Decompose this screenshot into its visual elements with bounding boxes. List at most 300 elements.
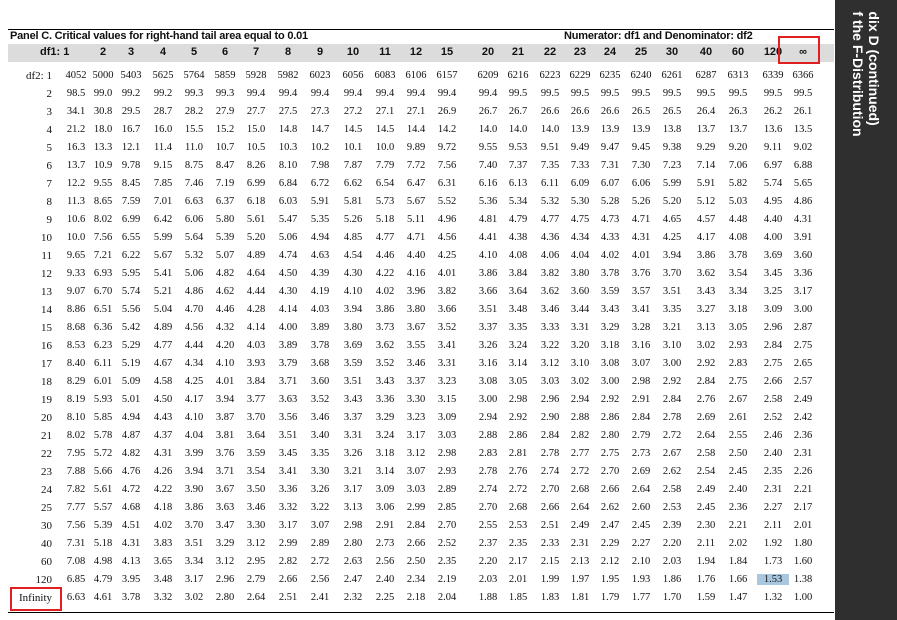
table-cell: 2.98: [343, 520, 363, 531]
table-cell: 3.26: [343, 448, 363, 459]
table-cell: 6339: [762, 70, 784, 81]
table-cell: 2.82: [570, 430, 590, 441]
table-cell: 6.03: [278, 196, 298, 207]
table-cell: 5.41: [153, 268, 173, 279]
table-cell: 6083: [374, 70, 396, 81]
table-cell: 4.25: [437, 250, 457, 261]
table-cell: 13.3: [93, 142, 113, 153]
row-label: 6: [46, 160, 52, 172]
table-cell: 5928: [245, 70, 267, 81]
table-cell: 8.02: [93, 214, 113, 225]
table-cell: 99.4: [478, 88, 498, 99]
table-cell: 3.31: [343, 430, 363, 441]
table-cell: 4.98: [93, 556, 113, 567]
table-cell: 4.26: [153, 466, 173, 477]
table-cell: 2.75: [600, 448, 620, 459]
row-label: 14: [41, 304, 52, 316]
table-cell: 5.65: [793, 178, 813, 189]
table-cell: 7.56: [66, 520, 86, 531]
table-cell: 4.22: [375, 268, 395, 279]
column-header-9: 9: [316, 46, 324, 58]
table-cell: 99.5: [728, 88, 748, 99]
table-cell: 3.62: [375, 340, 395, 351]
table-cell: 2.36: [793, 430, 813, 441]
table-cell: 4.58: [153, 376, 173, 387]
table-cell: 2.03: [478, 574, 498, 585]
table-cell: 4.70: [184, 304, 204, 315]
column-header-13: 15: [440, 46, 454, 58]
side-title-line-1: dix D (continued): [866, 11, 882, 126]
table-cell: 2.95: [246, 556, 266, 567]
table-cell: 2.94: [478, 412, 498, 423]
table-cell: 4.96: [437, 214, 457, 225]
table-cell: 2.03: [662, 556, 682, 567]
table-cell: 7.33: [570, 160, 590, 171]
table-cell: 2.56: [310, 574, 330, 585]
table-cell: 3.43: [375, 376, 395, 387]
table-cell: 2.29: [600, 538, 620, 549]
table-cell: 4.86: [184, 286, 204, 297]
row-label: 9: [46, 214, 52, 226]
table-cell: 4.54: [343, 250, 363, 261]
table-cell: 1.32: [763, 592, 783, 603]
table-cell: 26.9: [437, 106, 457, 117]
table-cell: 3.17: [793, 286, 813, 297]
table-cell: 5.32: [540, 196, 560, 207]
table-cell: 3.84: [508, 268, 528, 279]
table-cell: 2.50: [406, 556, 426, 567]
table-cell: 3.30: [246, 520, 266, 531]
table-cell: 2.25: [375, 592, 395, 603]
table-cell: 9.20: [728, 142, 748, 153]
numerator-denominator-title: Numerator: df1 and Denominator: df2: [564, 30, 753, 42]
table-cell: 3.14: [375, 466, 395, 477]
table-cell: 10.5: [246, 142, 266, 153]
table-cell: 2.72: [508, 484, 528, 495]
table-cell: 4.71: [406, 232, 426, 243]
table-cell: 6.16: [478, 178, 498, 189]
table-cell: 2.31: [570, 538, 590, 549]
table-cell: 2.93: [728, 340, 748, 351]
table-cell: 3.08: [478, 376, 498, 387]
table-cell: 5.28: [600, 196, 620, 207]
table-cell: 2.68: [508, 502, 528, 513]
table-cell: 4.74: [278, 250, 298, 261]
table-cell: 2.88: [570, 412, 590, 423]
row-label: df2: 1: [26, 70, 52, 82]
table-cell: 5.99: [662, 178, 682, 189]
table-cell: 13.7: [696, 124, 716, 135]
table-cell: 4.00: [278, 322, 298, 333]
table-cell: 13.9: [631, 124, 651, 135]
table-cell: 4.04: [570, 250, 590, 261]
row-label: 40: [41, 538, 52, 550]
table-cell: 2.53: [508, 520, 528, 531]
table-cell: 3.34: [184, 556, 204, 567]
row-label: 24: [41, 484, 52, 496]
table-cell: 99.5: [793, 88, 813, 99]
table-cell: 6023: [309, 70, 331, 81]
table-cell: 3.56: [278, 412, 298, 423]
table-cell: 3.02: [570, 376, 590, 387]
table-cell: 7.88: [66, 466, 86, 477]
table-cell: 99.4: [246, 88, 266, 99]
table-cell: 9.15: [153, 160, 173, 171]
table-cell: 2.35: [508, 538, 528, 549]
table-cell: 99.4: [343, 88, 363, 99]
table-cell: 10.2: [310, 142, 330, 153]
table-cell: 4.39: [310, 268, 330, 279]
table-cell: 2.98: [437, 448, 457, 459]
table-cell: 98.5: [66, 88, 86, 99]
table-cell: 3.17: [278, 520, 298, 531]
table-cell: 5.78: [93, 430, 113, 441]
table-cell: 3.70: [662, 268, 682, 279]
column-header-15: 21: [511, 46, 525, 58]
table-cell: 2.50: [728, 448, 748, 459]
table-cell: 8.65: [93, 196, 113, 207]
row-label: 12: [41, 268, 52, 280]
table-cell: 5.01: [121, 394, 141, 405]
table-cell: 3.69: [343, 340, 363, 351]
table-cell: 4.56: [184, 322, 204, 333]
table-cell: 4.22: [153, 484, 173, 495]
table-cell: 6313: [727, 70, 749, 81]
table-cell: 11.0: [185, 142, 203, 153]
table-cell: 2.75: [728, 376, 748, 387]
table-cell: 2.85: [437, 502, 457, 513]
table-cell: 4.82: [215, 268, 235, 279]
table-cell: 3.10: [662, 340, 682, 351]
table-cell: 3.80: [343, 322, 363, 333]
table-cell: 13.5: [793, 124, 813, 135]
table-cell: 2.89: [310, 538, 330, 549]
table-cell: 9.55: [478, 142, 498, 153]
table-cell: 3.16: [631, 340, 651, 351]
table-cell: 2.62: [600, 502, 620, 513]
table-cell: 9.89: [406, 142, 426, 153]
table-cell: 14.0: [540, 124, 560, 135]
table-cell: 6.13: [508, 178, 528, 189]
table-cell: 10.9: [93, 160, 113, 171]
table-cell: 7.85: [153, 178, 173, 189]
table-cell: 5000: [92, 70, 114, 81]
table-cell: 2.51: [278, 592, 298, 603]
table-cell: 2.67: [728, 394, 748, 405]
table-cell: 26.3: [728, 106, 748, 117]
table-cell: 6209: [477, 70, 499, 81]
table-cell: 4.68: [121, 502, 141, 513]
table-cell: 2.11: [764, 520, 782, 531]
table-cell: 3.46: [406, 358, 426, 369]
table-cell: 7.23: [662, 160, 682, 171]
table-cell: 3.76: [215, 448, 235, 459]
table-cell: 8.10: [66, 412, 86, 423]
table-cell: 4.08: [508, 250, 528, 261]
table-cell: 2.70: [437, 520, 457, 531]
table-cell: 2.98: [631, 376, 651, 387]
table-cell: 3.47: [215, 520, 235, 531]
table-cell: 3.05: [508, 376, 528, 387]
table-cell: 10.0: [375, 142, 395, 153]
table-cell: 12.1: [121, 142, 141, 153]
table-cell: 3.86: [375, 304, 395, 315]
table-cell: 6.06: [631, 178, 651, 189]
table-cell: 3.52: [375, 358, 395, 369]
table-cell: 99.5: [763, 88, 783, 99]
table-cell: 4.31: [793, 214, 813, 225]
table-cell: 2.64: [570, 502, 590, 513]
table-cell: 3.96: [406, 286, 426, 297]
table-cell: 3.37: [343, 412, 363, 423]
table-cell: 3.71: [215, 466, 235, 477]
table-cell: 1.95: [600, 574, 620, 585]
row-label: 11: [41, 250, 52, 262]
table-cell: 2.33: [540, 538, 560, 549]
table-cell: 4.95: [763, 196, 783, 207]
table-cell: 5.26: [343, 214, 363, 225]
table-cell: 4.94: [310, 232, 330, 243]
table-cell: 8.10: [278, 160, 298, 171]
table-cell: 16.0: [153, 124, 173, 135]
table-cell: 5.09: [121, 376, 141, 387]
row-label: 22: [41, 448, 52, 460]
table-cell: 26.6: [600, 106, 620, 117]
table-cell: 4.31: [153, 448, 173, 459]
table-cell: 4.32: [215, 322, 235, 333]
column-header-12: 12: [409, 46, 423, 58]
table-cell: 2.63: [343, 556, 363, 567]
column-header-14: 20: [481, 46, 495, 58]
table-cell: 2.84: [662, 394, 682, 405]
table-cell: 3.76: [631, 268, 651, 279]
table-cell: 3.12: [540, 358, 560, 369]
row-label: 60: [41, 556, 52, 568]
table-cell: 99.4: [437, 88, 457, 99]
table-cell: 7.79: [375, 160, 395, 171]
table-cell: 6.55: [121, 232, 141, 243]
table-cell: 10.0: [66, 232, 86, 243]
table-cell: 3.73: [375, 322, 395, 333]
table-cell: 8.19: [66, 394, 86, 405]
table-cell: 7.35: [540, 160, 560, 171]
table-cell: 4.77: [540, 214, 560, 225]
table-cell: 4.33: [600, 232, 620, 243]
table-cell: 7.14: [696, 160, 716, 171]
table-cell: 9.07: [66, 286, 86, 297]
table-cell: 4.03: [246, 340, 266, 351]
table-cell: 7.98: [310, 160, 330, 171]
table-cell: 2.76: [508, 466, 528, 477]
table-cell: 2.87: [793, 322, 813, 333]
table-cell: 5.73: [375, 196, 395, 207]
appendix-side-title: [850, 11, 882, 136]
table-cell: 10.3: [278, 142, 298, 153]
table-cell: 2.99: [278, 538, 298, 549]
table-cell: 4.10: [215, 358, 235, 369]
table-cell: 4.62: [215, 286, 235, 297]
table-cell: 5.81: [343, 196, 363, 207]
table-cell: 7.72: [406, 160, 426, 171]
table-cell: 6106: [405, 70, 427, 81]
table-cell: 2.92: [696, 358, 716, 369]
table-cell: 2.55: [478, 520, 498, 531]
table-cell: 2.57: [793, 376, 813, 387]
table-cell: 3.09: [763, 304, 783, 315]
table-cell: 2.66: [763, 376, 783, 387]
table-cell: 5.64: [184, 232, 204, 243]
table-cell: 3.30: [310, 466, 330, 477]
table-cell: 6223: [539, 70, 561, 81]
table-cell: 4.72: [121, 484, 141, 495]
table-cell: 6.42: [153, 214, 173, 225]
table-cell: 5.12: [696, 196, 716, 207]
table-cell: 1.81: [570, 592, 590, 603]
table-cell: 2.93: [437, 466, 457, 477]
table-cell: 5403: [120, 70, 142, 81]
table-cell: 1.80: [793, 538, 813, 549]
table-cell: 4.14: [278, 304, 298, 315]
table-cell: 3.78: [121, 592, 141, 603]
table-cell: 27.7: [246, 106, 266, 117]
table-cell: 3.00: [600, 376, 620, 387]
table-cell: 3.29: [215, 538, 235, 549]
table-cell: 2.18: [406, 592, 426, 603]
table-cell: 1.84: [728, 556, 748, 567]
table-cell: 8.47: [215, 160, 235, 171]
table-cell: 4.40: [406, 250, 426, 261]
table-cell: 3.84: [246, 376, 266, 387]
table-cell: 4.82: [121, 448, 141, 459]
table-cell: 2.39: [662, 520, 682, 531]
table-cell: 26.6: [540, 106, 560, 117]
table-cell: 2.84: [696, 376, 716, 387]
table-cell: 6.70: [93, 286, 113, 297]
table-cell: 3.26: [478, 340, 498, 351]
table-cell: 5625: [152, 70, 174, 81]
table-cell: 3.94: [343, 304, 363, 315]
table-cell: 6.84: [278, 178, 298, 189]
table-cell: 2.83: [728, 358, 748, 369]
table-cell: 4.25: [184, 376, 204, 387]
table-cell: 3.18: [728, 304, 748, 315]
table-cell: 13.8: [662, 124, 682, 135]
table-cell: 2.49: [570, 520, 590, 531]
table-cell: 99.5: [570, 88, 590, 99]
table-cell: 7.37: [508, 160, 528, 171]
table-cell: 3.12: [246, 538, 266, 549]
table-cell: 3.69: [763, 250, 783, 261]
table-cell: 6056: [342, 70, 364, 81]
table-cell: 3.03: [540, 376, 560, 387]
table-cell: 4.00: [763, 232, 783, 243]
table-cell: 3.81: [215, 430, 235, 441]
column-header-23: 120: [763, 46, 783, 58]
table-cell: 2.64: [246, 592, 266, 603]
table-cell: 6.88: [793, 160, 813, 171]
table-cell: 1.66: [728, 574, 748, 585]
table-cell: 2.36: [728, 502, 748, 513]
row-label: 8: [46, 196, 52, 208]
table-cell: 6229: [569, 70, 591, 81]
table-cell: 3.15: [437, 394, 457, 405]
table-cell: 6.97: [763, 160, 783, 171]
table-cell: 26.1: [793, 106, 813, 117]
table-cell: 3.67: [215, 484, 235, 495]
table-cell: 2.98: [508, 394, 528, 405]
table-cell: 3.35: [508, 322, 528, 333]
column-header-17: 23: [573, 46, 587, 58]
table-cell: 5.11: [407, 214, 425, 225]
table-cell: 2.01: [793, 520, 813, 531]
table-cell: 2.42: [793, 412, 813, 423]
table-cell: 3.00: [478, 394, 498, 405]
table-cell: 9.53: [508, 142, 528, 153]
table-cell: 4.46: [215, 304, 235, 315]
table-cell: 15.5: [184, 124, 204, 135]
table-cell: 4.44: [184, 340, 204, 351]
table-cell: 2.69: [631, 466, 651, 477]
table-cell: 3.43: [600, 304, 620, 315]
table-cell: 6.47: [406, 178, 426, 189]
table-cell: 3.00: [662, 358, 682, 369]
table-cell: 3.89: [310, 322, 330, 333]
row-label: Infinity: [19, 592, 52, 604]
table-cell: 4.10: [343, 286, 363, 297]
table-cell: 2.72: [570, 466, 590, 477]
table-cell: 3.71: [278, 376, 298, 387]
table-cell: 3.80: [406, 304, 426, 315]
table-cell: 3.79: [278, 358, 298, 369]
table-cell: 2.64: [696, 430, 716, 441]
table-cell: 2.01: [508, 574, 528, 585]
table-cell: 2.88: [478, 430, 498, 441]
table-cell: 3.17: [343, 484, 363, 495]
table-cell: 99.3: [215, 88, 235, 99]
table-cell: 3.18: [600, 340, 620, 351]
table-cell: 5.19: [121, 358, 141, 369]
table-cell: 3.46: [246, 502, 266, 513]
row-label: 19: [41, 394, 52, 406]
table-cell: 8.29: [66, 376, 86, 387]
table-cell: 2.45: [696, 502, 716, 513]
table-cell: 99.0: [93, 88, 113, 99]
table-cell: 1.92: [763, 538, 783, 549]
table-cell: 2.20: [662, 538, 682, 549]
table-cell: 2.21: [793, 484, 813, 495]
table-cell: 3.95: [121, 574, 141, 585]
table-cell: 1.59: [696, 592, 716, 603]
table-cell: 4.81: [478, 214, 498, 225]
table-cell: 3.33: [540, 322, 560, 333]
table-cell: 4.01: [215, 376, 235, 387]
table-cell: 4.28: [246, 304, 266, 315]
table-cell: 2.79: [246, 574, 266, 585]
table-cell: 5.39: [93, 520, 113, 531]
table-cell: 29.5: [121, 106, 141, 117]
table-cell: 3.94: [184, 466, 204, 477]
table-cell: 28.2: [184, 106, 204, 117]
table-cell: 11.3: [67, 196, 85, 207]
table-cell: 1.53: [757, 574, 789, 585]
table-cell: 14.5: [375, 124, 395, 135]
table-cell: 5.06: [184, 268, 204, 279]
table-cell: 10.7: [215, 142, 235, 153]
table-cell: 3.89: [278, 340, 298, 351]
table-cell: 3.51: [278, 430, 298, 441]
table-cell: 3.94: [215, 394, 235, 405]
table-cell: 3.32: [153, 592, 173, 603]
